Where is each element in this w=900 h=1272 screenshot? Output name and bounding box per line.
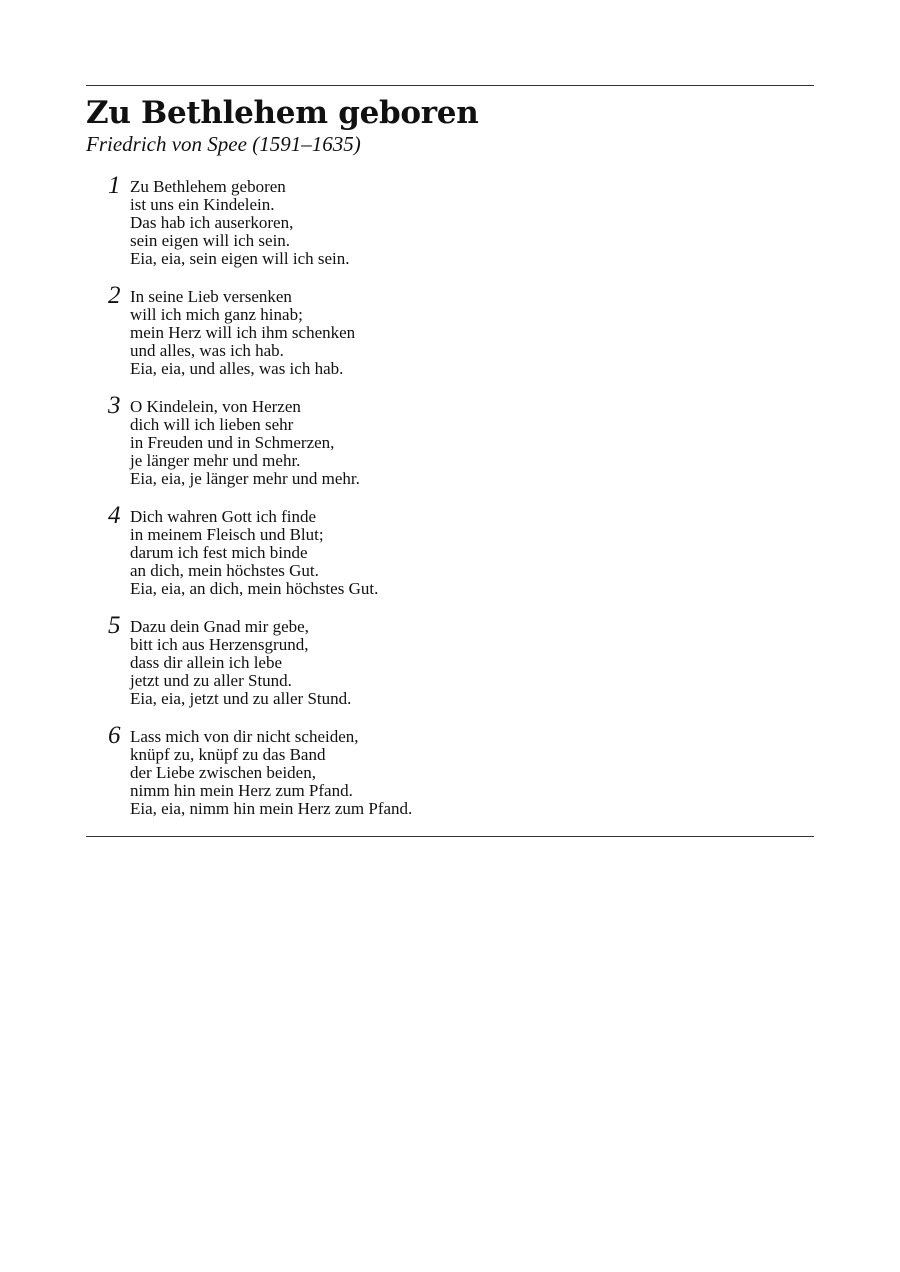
verse-text (130, 175, 350, 268)
verse-line: In seine Lieb versenken (130, 287, 292, 306)
verse-line: Eia, eia, und alles, was ich hab. (130, 359, 344, 378)
verse-line: Das hab ich auserkoren, (130, 213, 294, 232)
song-title: Zu Bethlehem geboren (86, 95, 479, 131)
verse-line: Lass mich von dir nicht scheiden, (130, 727, 359, 746)
verse-text (130, 505, 378, 598)
verse-number: 5 (108, 612, 121, 639)
verse-line: O Kindelein, von Herzen (130, 397, 301, 416)
song-author: Friedrich von Spee (1591–1635) (86, 132, 361, 156)
verse-text (130, 725, 412, 818)
verse-line: mein Herz will ich ihm schenken (130, 323, 356, 342)
verse-line: jetzt und zu aller Stund. (130, 671, 292, 690)
verse-line: will ich mich ganz hinab; (130, 305, 303, 324)
verse-line: an dich, mein höchstes Gut. (130, 561, 319, 580)
verse-number: 6 (108, 722, 121, 749)
bottom-rule (86, 836, 814, 837)
verse-line: Eia, eia, sein eigen will ich sein. (130, 249, 350, 268)
verse-line: knüpf zu, knüpf zu das Band (130, 745, 326, 764)
verse-line: bitt ich aus Herzensgrund, (130, 635, 309, 654)
verse-line: dich will ich lieben sehr (130, 415, 294, 434)
verse-line: und alles, was ich hab. (130, 341, 284, 360)
verse-2 (108, 282, 814, 378)
verse-line: in Freuden und in Schmerzen, (130, 433, 335, 452)
verse-text (130, 285, 355, 378)
verse-line: nimm hin mein Herz zum Pfand. (130, 781, 353, 800)
song-page (86, 85, 814, 837)
top-rule (86, 85, 814, 86)
verse-number: 4 (108, 502, 121, 529)
verse-4 (108, 502, 814, 598)
verse-line: ist uns ein Kindelein. (130, 195, 275, 214)
verse-line: sein eigen will ich sein. (130, 231, 291, 250)
verse-line: Dazu dein Gnad mir gebe, (130, 617, 309, 636)
verse-5 (108, 612, 814, 708)
verse-line: Eia, eia, an dich, mein höchstes Gut. (130, 579, 379, 598)
verse-3 (108, 392, 814, 488)
verse-line: darum ich fest mich binde (130, 543, 308, 562)
verse-text (130, 615, 351, 708)
verse-line: Eia, eia, je länger mehr und mehr. (130, 469, 360, 488)
verse-list (108, 172, 814, 818)
verse-text (130, 395, 360, 488)
verse-6 (108, 722, 814, 818)
verse-1 (108, 172, 814, 268)
verse-line: Eia, eia, jetzt und zu aller Stund. (130, 689, 352, 708)
verse-line: in meinem Fleisch und Blut; (130, 525, 324, 544)
verse-line: Dich wahren Gott ich finde (130, 507, 316, 526)
verse-number: 1 (108, 172, 121, 199)
verse-number: 2 (108, 282, 121, 309)
verse-line: dass dir allein ich lebe (130, 653, 283, 672)
verse-line: je länger mehr und mehr. (130, 451, 301, 470)
verse-number: 3 (108, 392, 121, 419)
verse-line: der Liebe zwischen beiden, (130, 763, 316, 782)
verse-line: Zu Bethlehem geboren (130, 177, 286, 196)
verse-line: Eia, eia, nimm hin mein Herz zum Pfand. (130, 799, 413, 818)
